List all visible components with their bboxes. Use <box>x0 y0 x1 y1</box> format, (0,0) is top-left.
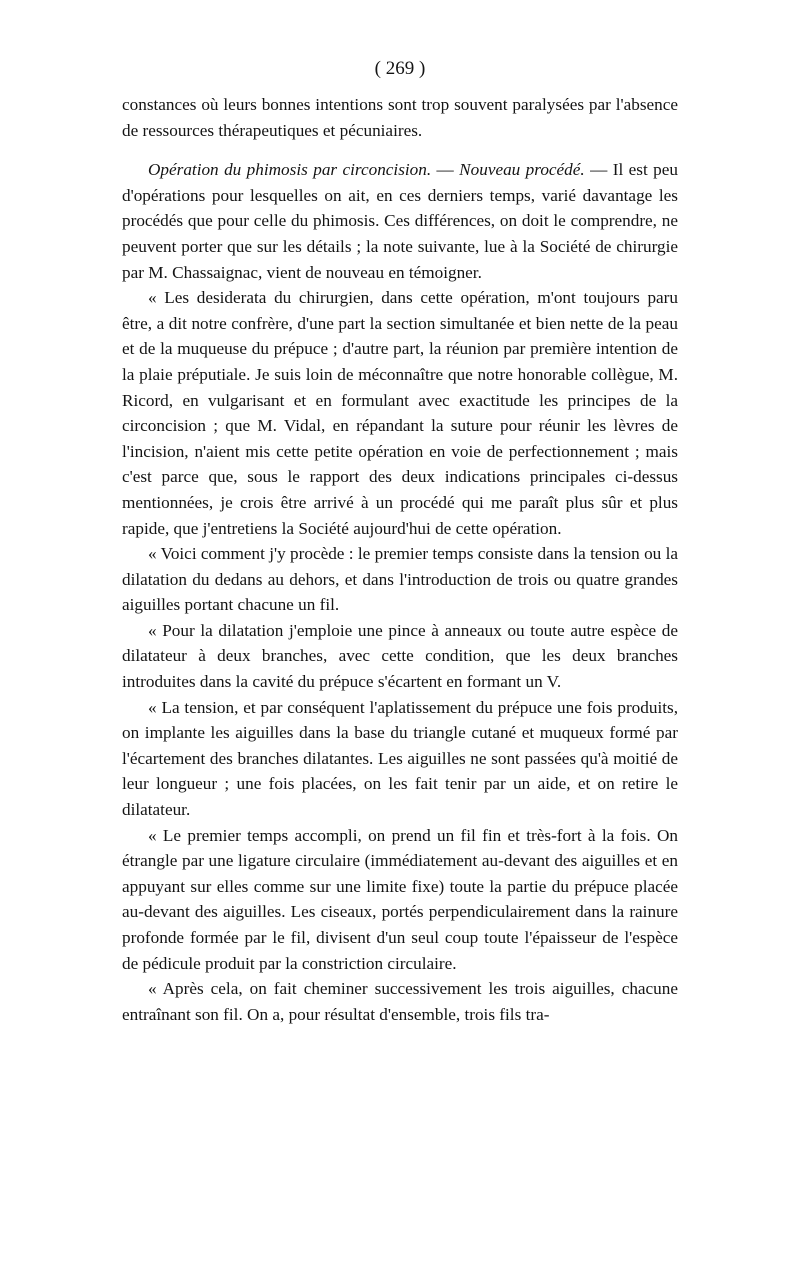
section-dash: — <box>431 160 460 180</box>
paragraph-quote-1: « Les desiderata du chirurgien, dans cette opération, m'ont toujours paru être, a dit notre confrère, d'une part la section simultanée et bien nette de la peau et de la muqueuse du prépuce ; d'autre part, la réunion par première intention de la plaie préputiale. Je suis loin de méconnaître que notre honorable collègue, M. Ricord, en vulgarisant et en formulant avec exactitude les principes de la circoncision ; que M. Vidal, en répandant la suture pour réunir les lèvres de l'incision, n'aient mis cette petite opération en voie de perfectionnement ; mais c'est parce que, sous le rapport des deux indications principales ci-dessus mentionnées, je crois être arrivé à un procédé qui me paraît plus sûr et plus rapide, que j'entretiens la Société aujourd'hui de cette opération. <box>122 288 678 538</box>
section-subtitle: Nouveau procédé. <box>459 160 585 180</box>
section-title: Opération du phimosis par circoncision. <box>148 160 432 180</box>
section-body: — Il est peu d'opérations pour lesquelles on ait, en ces derniers temps, varié davantage les procédés que pour celle du phimosis. Ces différences, on doit le comprendre, ne peuvent porter que sur les détails ; la note suivante, lue à la Société de chirurgie par M. Chassaignac, vient de nouveau en témoigner. <box>122 160 678 282</box>
page-number: ( 269 ) <box>374 58 426 79</box>
paragraph-continuation: constances où leurs bonnes intentions sont trop souvent paralysées par l'absence de ressources thérapeutiques et pécuniaires. <box>122 95 678 140</box>
paragraph-quote-3: « Pour la dilatation j'emploie une pince à anneaux ou toute autre espèce de dilatateur à deux branches, avec cette condition, que les deux branches introduites dans la cavité du prépuce s'écartent en formant un V. <box>122 620 678 692</box>
paragraph-section-heading <box>122 157 678 285</box>
paragraph-quote-4: « La tension, et par conséquent l'aplatissement du prépuce une fois produits, on implante les aiguilles dans la base du triangle cutané et muqueux formé par l'écartement des branches dilatantes. Les aiguilles ne sont passées qu'à moitié de leur longueur ; une fois placées, on les fait tenir par un aide, et on retire le dilatateur. <box>122 697 678 820</box>
paragraph-quote-6: « Après cela, on fait cheminer successivement les trois aiguilles, chacune entraînant son fil. On a, pour résultat d'ensemble, trois fils tra- <box>122 979 678 1024</box>
paragraph-quote-2: « Voici comment j'y procède : le premier temps consiste dans la tension ou la dilatation du dedans au dehors, et dans l'introduction de trois ou quatre grandes aiguilles portant chacune un fil. <box>122 544 678 615</box>
paragraph-quote-5: « Le premier temps accompli, on prend un fil fin et très-fort à la fois. On étrangle par une ligature circulaire (immédiatement au-devant des aiguilles et en appuyant sur elles comme sur une limite fixe) toute la partie du prépuce placée au-devant des aiguilles. Les ciseaux, portés perpendiculairement dans la rainure profonde formée par le fil, divisent d'un seul coup toute l'épaisseur de l'espèce de pédicule produit par la constriction circulaire. <box>122 825 678 973</box>
body-text <box>122 92 678 1027</box>
